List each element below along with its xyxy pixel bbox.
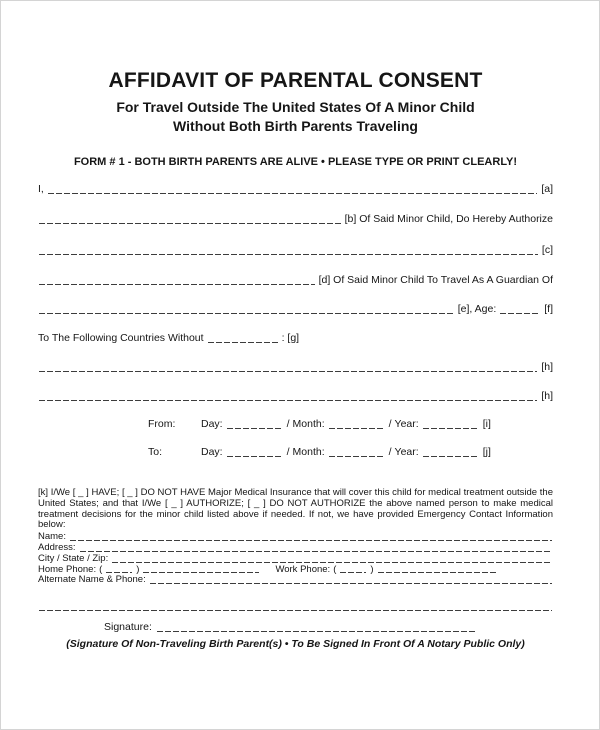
from-month-label: Month:	[292, 418, 325, 430]
to-month-blank[interactable]	[328, 446, 386, 459]
relationship-row	[38, 211, 553, 226]
work-phone-paren-close: )	[370, 563, 374, 575]
field-h2-ref: [h]	[541, 390, 553, 402]
guardian-name-row	[38, 242, 553, 257]
field-h2-blank[interactable]	[38, 390, 538, 403]
from-year-blank[interactable]	[422, 418, 480, 431]
field-b-blank[interactable]	[38, 213, 342, 226]
to-slash-2: /	[388, 446, 392, 458]
from-slash-1: /	[286, 418, 290, 430]
work-phone-label: Work Phone:	[275, 563, 331, 575]
field-b-label: [b] Of Said Minor Child, Do Hereby Authorize	[344, 213, 553, 225]
field-e-blank[interactable]	[38, 303, 455, 316]
field-j-ref: [j]	[482, 446, 491, 458]
field-h1-blank[interactable]	[38, 361, 538, 374]
document-subtitle-line1: For Travel Outside The United States Of A Minor Child	[116, 99, 475, 115]
contact-extra-row	[38, 602, 553, 613]
field-f-age-blank[interactable]	[499, 303, 541, 316]
work-phone-paren-open: (	[333, 563, 337, 575]
contact-alternate-row	[38, 575, 553, 586]
field-a-blank[interactable]	[47, 183, 538, 196]
field-c-blank[interactable]	[38, 244, 539, 257]
to-label: To:	[148, 446, 163, 458]
to-day-blank[interactable]	[226, 446, 284, 459]
form-number-instruction: FORM # 1 - BOTH BIRTH PARENTS ARE ALIVE • PLEASE TYPE OR PRINT CLEARLY!	[73, 156, 518, 168]
medical-insurance-clause: [k] I/We [ _ ] HAVE; [ _ ] DO NOT HAVE Major Medical Insurance that will cover this child for medical treatment outside the United States; and that I/We [ _ ] AUTHORIZE; [ _ ] DO NOT AUTHORIZE the above named person to make medical treatment decisions for the minor child listed above if needed. If not, we have provided Emergency Contact Information below:	[38, 487, 553, 531]
signature-blank[interactable]	[156, 621, 476, 634]
field-c-ref: [c]	[541, 244, 553, 256]
countries-suffix: : [g]	[281, 332, 300, 344]
home-phone-area-blank[interactable]	[105, 562, 133, 575]
field-f-ref: [f]	[544, 303, 553, 315]
field-d-blank[interactable]	[38, 274, 316, 287]
countries-list-row-2	[38, 388, 553, 403]
field-i-ref: [i]	[482, 418, 491, 430]
signature-label: Signature:	[104, 620, 152, 633]
signature-instruction-note: (Signature Of Non-Traveling Birth Parent(s) • To Be Signed In Front Of A Notary Public Only)	[66, 637, 525, 650]
from-year-label: Year:	[394, 418, 419, 430]
document-title: AFFIDAVIT OF PARENTAL CONSENT	[108, 69, 483, 92]
guardian-relationship-row	[38, 272, 553, 287]
signature-row	[38, 619, 553, 634]
to-year-label: Year:	[394, 446, 419, 458]
home-phone-paren-open: (	[99, 563, 103, 575]
countries-condition-row	[38, 330, 553, 345]
field-h1-ref: [h]	[541, 361, 553, 373]
countries-prefix: To The Following Countries Without	[38, 332, 204, 344]
contact-city-state-zip-label: City / State / Zip:	[38, 552, 109, 564]
declarant-row	[38, 181, 553, 196]
minor-child-row	[38, 301, 553, 316]
field-d-label: [d] Of Said Minor Child To Travel As A Guardian Of	[318, 274, 553, 286]
home-phone-label: Home Phone:	[38, 563, 97, 575]
from-month-blank[interactable]	[328, 418, 386, 431]
to-month-label: Month:	[292, 446, 325, 458]
alternate-name-phone-blank[interactable]	[149, 573, 553, 586]
travel-from-date-row	[38, 416, 553, 431]
contact-address-label: Address:	[38, 541, 76, 553]
document-subtitle-line2: Without Both Birth Parents Traveling	[173, 118, 418, 134]
countries-list-row-1	[38, 359, 553, 374]
to-slash-1: /	[286, 446, 290, 458]
contact-name-label: Name:	[38, 531, 66, 543]
field-e-label: [e], Age:	[457, 303, 497, 315]
declarant-prefix: I,	[38, 183, 44, 195]
alternate-name-phone-label: Alternate Name & Phone:	[38, 574, 146, 586]
from-day-blank[interactable]	[226, 418, 284, 431]
contact-extra-blank[interactable]	[38, 600, 553, 613]
to-year-blank[interactable]	[422, 446, 480, 459]
travel-to-date-row	[38, 444, 553, 459]
home-phone-paren-close: )	[136, 563, 140, 575]
from-day-label: Day:	[201, 418, 223, 430]
to-day-label: Day:	[201, 446, 223, 458]
field-g-blank[interactable]	[207, 332, 279, 345]
field-a-ref: [a]	[541, 183, 553, 195]
from-slash-2: /	[388, 418, 392, 430]
from-label: From:	[148, 418, 176, 430]
